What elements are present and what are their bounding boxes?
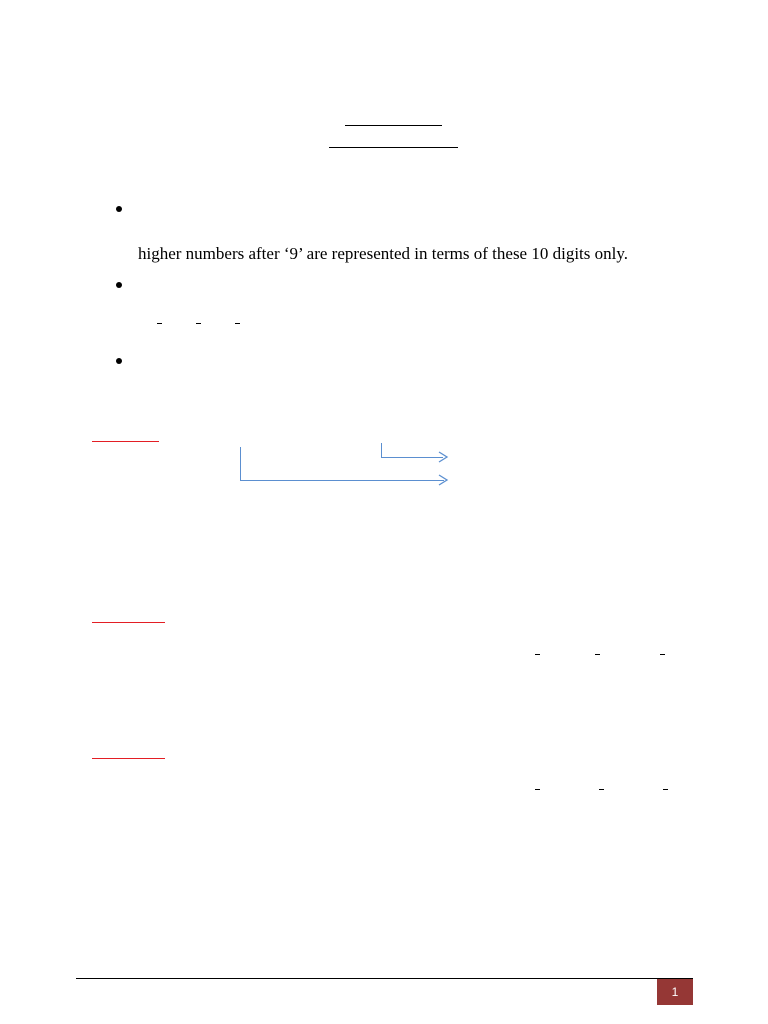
red-underline-3 — [92, 758, 165, 759]
arrow-head-icon — [437, 451, 449, 463]
dash-mark — [196, 323, 201, 324]
arrow-connector-horizontal — [240, 480, 444, 481]
dash-mark — [660, 654, 665, 655]
title-underline-1 — [345, 125, 442, 126]
dash-mark — [535, 654, 540, 655]
bullet-1-continuation-text: higher numbers after ‘9’ are represented in terms of these 10 digits only. — [138, 244, 629, 263]
red-underline-2 — [92, 622, 165, 623]
footer-faint-mark — [300, 986, 360, 990]
title-underline-2 — [329, 147, 458, 148]
arrow-connector-vertical — [240, 447, 241, 481]
red-underline-1 — [92, 441, 159, 442]
arrow-connector-horizontal — [381, 457, 443, 458]
bullet-3 — [116, 358, 122, 364]
footer-rule — [76, 978, 693, 979]
arrow-connector-vertical — [381, 443, 382, 458]
page-number-badge — [657, 979, 693, 1005]
dash-mark — [535, 789, 540, 790]
dash-mark — [599, 789, 604, 790]
bullet-2 — [116, 282, 122, 288]
page-number: 1 — [671, 985, 679, 999]
dash-mark — [235, 323, 240, 324]
bullet-1 — [116, 206, 122, 212]
dash-mark — [663, 789, 668, 790]
dash-mark — [157, 323, 162, 324]
dash-mark — [595, 654, 600, 655]
arrow-head-icon — [437, 474, 449, 486]
